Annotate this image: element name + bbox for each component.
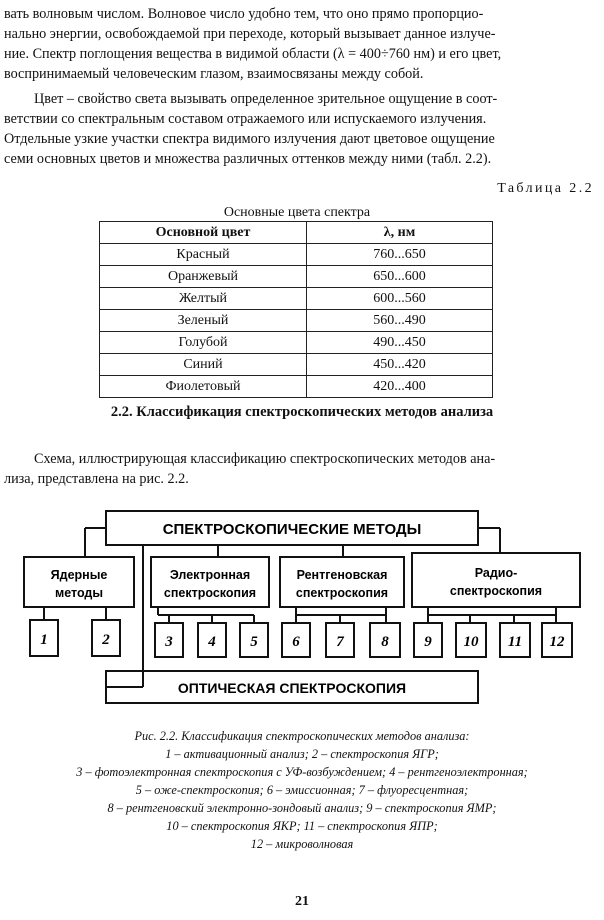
- group-label: спектроскопия: [295, 586, 389, 600]
- table-row: [100, 376, 493, 398]
- caption-line: 1 – активационный анализ; 2 – спектроскопия ЯГР;: [165, 747, 439, 761]
- method-number: 8: [381, 634, 389, 650]
- method-number: 10: [463, 634, 479, 650]
- group-label: Рентгеновская: [296, 568, 388, 582]
- method-number: 1: [40, 632, 48, 648]
- page-number: 21: [295, 894, 309, 909]
- group-label: спектроскопия: [449, 584, 543, 598]
- wavelength-range: 560...490: [307, 310, 493, 332]
- wavelength-range: 760...650: [307, 244, 493, 266]
- method-number: 9: [424, 634, 432, 650]
- method-number: 3: [165, 634, 173, 650]
- color-name: Зеленый: [100, 310, 307, 332]
- table-row: [100, 310, 493, 332]
- method-number: 5: [250, 634, 258, 650]
- header-color: Основной цвет: [100, 222, 307, 244]
- color-name: Оранжевый: [100, 266, 307, 288]
- text-line: вать волновым числом. Волновое число удобно тем, что оно прямо пропорцио-: [4, 6, 484, 22]
- color-definition-paragraph: [4, 89, 596, 169]
- classification-diagram: [0, 505, 604, 705]
- caption-line: Рис. 2.2. Классификация спектроскопических методов анализа:: [134, 729, 470, 743]
- group-label: Ядерные: [50, 568, 108, 582]
- method-number: 4: [208, 634, 216, 650]
- group-label: Радио-: [474, 566, 518, 580]
- wavelength-range: 420...400: [307, 376, 493, 398]
- text-line: ветствии со спектральным составом отражаемого или испускаемого излучения.: [4, 111, 487, 127]
- top-box-label: СПЕКТРОСКОПИЧЕСКИЕ МЕТОДЫ: [162, 521, 422, 538]
- wavelength-range: 490...450: [307, 332, 493, 354]
- method-number: 7: [336, 634, 344, 650]
- color-name: Фиолетовый: [100, 376, 307, 398]
- group-label: спектроскопия: [163, 586, 257, 600]
- bottom-box-label: ОПТИЧЕСКАЯ СПЕКТРОСКОПИЯ: [177, 680, 407, 696]
- text-line: ние. Спектр поглощения вещества в видимой области (λ = 400÷760 нм) и его цвет,: [4, 46, 502, 62]
- caption-line: 12 – микроволновая: [250, 837, 354, 851]
- scheme-paragraph: [4, 449, 596, 489]
- table-row: [100, 332, 493, 354]
- text-line: семи основных цветов и множества различных оттенков между ними (табл. 2.2).: [4, 151, 492, 167]
- color-name: Синий: [100, 354, 307, 376]
- color-name: Голубой: [100, 332, 307, 354]
- wavelength-range: 600...560: [307, 288, 493, 310]
- table-row: [100, 354, 493, 376]
- method-number: 2: [102, 632, 110, 648]
- method-number: 11: [507, 634, 523, 650]
- method-number: 6: [292, 634, 300, 650]
- text-line: лиза, представлена на рис. 2.2.: [4, 471, 189, 487]
- intro-paragraph: [4, 4, 596, 84]
- caption-line: 10 – спектроскопия ЯКР; 11 – спектроскопия ЯПР;: [166, 819, 438, 833]
- radio-spectroscopy-box: [412, 553, 580, 607]
- text-line: воспринимаемый человеческим глазом, взаимосвязаны между собой.: [4, 66, 424, 82]
- text-line: Схема, иллюстрирующая классификацию спектроскопических методов ана-: [34, 451, 496, 467]
- wavelength-range: 450...420: [307, 354, 493, 376]
- caption-line: 3 – фотоэлектронная спектроскопия с УФ-возбуждением; 4 – рентгеноэлектронная;: [76, 765, 528, 779]
- header-wavelength: λ, нм: [307, 222, 493, 244]
- table-label: Таблица 2.2: [497, 181, 594, 196]
- spectrum-colors-table: [99, 221, 493, 398]
- table-row: [100, 266, 493, 288]
- group-label: Электронная: [169, 568, 251, 582]
- text-line: Цвет – свойство света вызывать определенное зрительное ощущение в соот-: [34, 91, 498, 107]
- caption-line: 5 – оже-спектроскопия; 6 – эмиссионная; 7 – флуоресцентная;: [135, 783, 469, 797]
- text-line: Отдельные узкие участки спектра видимого излучения дают цветовое ощущение: [4, 131, 495, 147]
- section-heading: 2.2. Классификация спектроскопических методов анализа: [110, 404, 494, 420]
- table-row: [100, 288, 493, 310]
- caption-line: 8 – рентгеновский электронно-зондовый анализ; 9 – спектроскопия ЯМР;: [107, 801, 497, 815]
- method-number: 12: [549, 634, 565, 650]
- table-row: [100, 244, 493, 266]
- group-label: методы: [54, 586, 104, 600]
- table-caption: Основные цвета спектра: [223, 205, 371, 220]
- text-line: нально энергии, освобождаемой при переходе, который вызывает данное излуче-: [4, 26, 496, 42]
- wavelength-range: 650...600: [307, 266, 493, 288]
- color-name: Желтый: [100, 288, 307, 310]
- color-name: Красный: [100, 244, 307, 266]
- table-header-row: [100, 222, 493, 244]
- figure-caption: [0, 727, 604, 853]
